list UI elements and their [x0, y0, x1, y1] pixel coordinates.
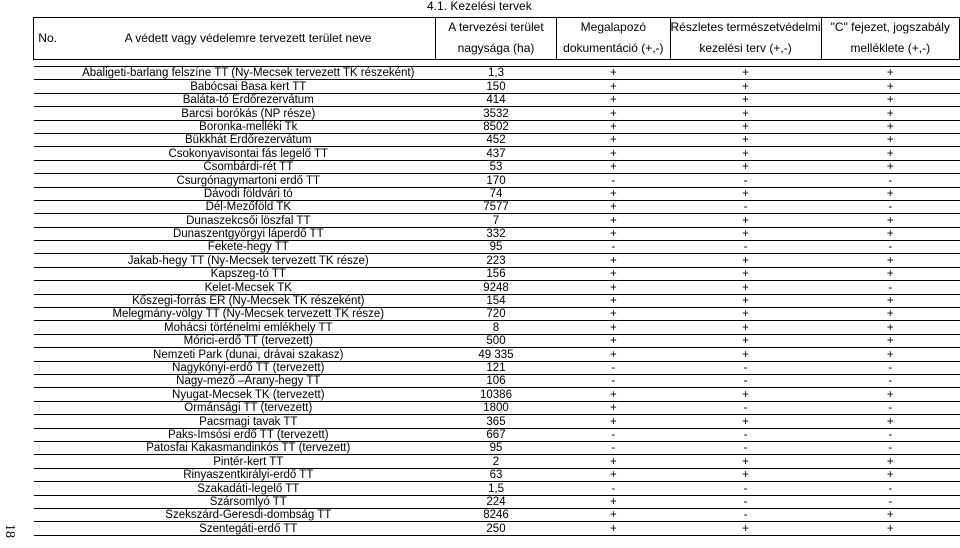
- no-cell: [34, 441, 62, 454]
- detailed-plan-cell: -: [670, 482, 821, 495]
- name-cell: Dunaszekcsői löszfal TT: [61, 214, 435, 227]
- table-row: [34, 93, 960, 106]
- basic-doc-cell: +: [557, 200, 670, 213]
- table-body: [34, 67, 960, 536]
- detailed-plan-cell: +: [670, 455, 821, 468]
- area-cell: 53: [435, 160, 556, 173]
- table-row: [34, 187, 960, 200]
- area-cell: 95: [435, 441, 556, 454]
- detailed-plan-cell: -: [670, 401, 821, 414]
- name-cell: Jakab-hegy TT (Ny-Mecsek tervezett TK része): [61, 254, 435, 267]
- header-basic-line2: dokumentáció (+,-): [557, 37, 670, 60]
- detailed-plan-cell: -: [670, 200, 821, 213]
- page-number-text: 18: [2, 524, 17, 538]
- basic-doc-cell: -: [557, 482, 670, 495]
- area-cell: 365: [435, 415, 556, 428]
- name-cell: Fekete-hegy TT: [61, 241, 435, 254]
- no-cell: [34, 107, 62, 120]
- basic-doc-cell: +: [557, 214, 670, 227]
- area-cell: 250: [435, 522, 556, 535]
- c-chapter-cell: +: [821, 93, 959, 106]
- detailed-plan-cell: +: [670, 107, 821, 120]
- table-row: [34, 415, 960, 428]
- detailed-plan-cell: -: [670, 361, 821, 374]
- detailed-plan-cell: +: [670, 160, 821, 173]
- name-cell: Mohácsi történelmi emlékhely TT: [61, 321, 435, 334]
- basic-doc-cell: +: [557, 294, 670, 307]
- no-cell: [34, 133, 62, 146]
- c-chapter-cell: +: [821, 388, 959, 401]
- c-chapter-cell: +: [821, 267, 959, 280]
- table-row: [34, 120, 960, 133]
- table-row: [34, 455, 960, 468]
- no-cell: [34, 241, 62, 254]
- basic-doc-cell: +: [557, 227, 670, 240]
- no-cell: [34, 495, 62, 508]
- c-chapter-cell: +: [821, 508, 959, 521]
- area-cell: 437: [435, 147, 556, 160]
- basic-doc-cell: +: [557, 160, 670, 173]
- c-chapter-cell: +: [821, 107, 959, 120]
- c-chapter-cell: +: [821, 227, 959, 240]
- header-c-line1: "C" fejezet, jogszabály: [821, 18, 959, 38]
- table-row: [34, 468, 960, 481]
- c-chapter-cell: -: [821, 428, 959, 441]
- c-chapter-cell: +: [821, 334, 959, 347]
- no-cell: [34, 200, 62, 213]
- area-cell: 49 335: [435, 348, 556, 361]
- table-row: [34, 67, 960, 80]
- no-cell: [34, 120, 62, 133]
- no-cell: [34, 468, 62, 481]
- c-chapter-cell: -: [821, 241, 959, 254]
- table-row: [34, 267, 960, 280]
- basic-doc-cell: +: [557, 133, 670, 146]
- basic-doc-cell: +: [557, 107, 670, 120]
- c-chapter-cell: +: [821, 455, 959, 468]
- detailed-plan-cell: -: [670, 495, 821, 508]
- detailed-plan-cell: +: [670, 267, 821, 280]
- detailed-plan-cell: -: [670, 174, 821, 187]
- table-row: [34, 160, 960, 173]
- table-row: [34, 348, 960, 361]
- table-row: [34, 482, 960, 495]
- area-cell: 7577: [435, 200, 556, 213]
- area-cell: 74: [435, 187, 556, 200]
- name-cell: Boronka-melléki Tk: [61, 120, 435, 133]
- area-cell: 452: [435, 133, 556, 146]
- name-cell: Ormánsági TT (tervezett): [61, 401, 435, 414]
- c-chapter-cell: +: [821, 187, 959, 200]
- name-cell: Babócsai Basa kert TT: [61, 80, 435, 93]
- c-chapter-cell: -: [821, 482, 959, 495]
- name-cell: Szekszárd-Geresdi-dombság TT: [61, 508, 435, 521]
- name-cell: Dunaszentgyörgyi láperdő TT: [61, 227, 435, 240]
- c-chapter-cell: +: [821, 160, 959, 173]
- no-cell: [34, 348, 62, 361]
- basic-doc-cell: +: [557, 254, 670, 267]
- area-cell: 8502: [435, 120, 556, 133]
- no-cell: [34, 361, 62, 374]
- area-cell: 7: [435, 214, 556, 227]
- table-row: [34, 294, 960, 307]
- c-chapter-cell: +: [821, 254, 959, 267]
- detailed-plan-cell: +: [670, 133, 821, 146]
- c-chapter-cell: -: [821, 174, 959, 187]
- header-name: A védett vagy védelemre tervezett terület neve: [61, 18, 435, 60]
- table-row: [34, 321, 960, 334]
- no-cell: [34, 428, 62, 441]
- detailed-plan-cell: +: [670, 388, 821, 401]
- name-cell: Barcsi borókás (NP része): [61, 107, 435, 120]
- table-row: [34, 214, 960, 227]
- c-chapter-cell: +: [821, 67, 959, 80]
- area-cell: 667: [435, 428, 556, 441]
- c-chapter-cell: +: [821, 80, 959, 93]
- c-chapter-cell: +: [821, 147, 959, 160]
- table-row: [34, 334, 960, 347]
- basic-doc-cell: +: [557, 281, 670, 294]
- no-cell: [34, 147, 62, 160]
- basic-doc-cell: +: [557, 522, 670, 535]
- no-cell: [34, 294, 62, 307]
- detailed-plan-cell: -: [670, 508, 821, 521]
- table-row: [34, 441, 960, 454]
- table-row: [34, 241, 960, 254]
- name-cell: Pintér-kert TT: [61, 455, 435, 468]
- basic-doc-cell: +: [557, 321, 670, 334]
- area-cell: 2: [435, 455, 556, 468]
- area-cell: 8246: [435, 508, 556, 521]
- page-number: [2, 519, 16, 543]
- name-cell: Nyugat-Mecsek TK (tervezett): [61, 388, 435, 401]
- detailed-plan-cell: -: [670, 374, 821, 387]
- c-chapter-cell: +: [821, 294, 959, 307]
- table-row: [34, 522, 960, 535]
- detailed-plan-cell: -: [670, 241, 821, 254]
- protected-areas-table: [33, 17, 960, 536]
- basic-doc-cell: -: [557, 361, 670, 374]
- name-cell: Szársomlyó TT: [61, 495, 435, 508]
- no-cell: [34, 160, 62, 173]
- name-cell: Nagykónyi-erdő TT (tervezett): [61, 361, 435, 374]
- no-cell: [34, 388, 62, 401]
- name-cell: Kelet-Mecsek TK: [61, 281, 435, 294]
- area-cell: 106: [435, 374, 556, 387]
- detailed-plan-cell: +: [670, 227, 821, 240]
- detailed-plan-cell: -: [670, 441, 821, 454]
- no-cell: [34, 401, 62, 414]
- table-row: [34, 107, 960, 120]
- table-row: [34, 508, 960, 521]
- name-cell: Melegmány-völgy TT (Ny-Mecsek tervezett TK része): [61, 308, 435, 321]
- area-cell: 150: [435, 80, 556, 93]
- table-row: [34, 254, 960, 267]
- no-cell: [34, 214, 62, 227]
- c-chapter-cell: +: [821, 214, 959, 227]
- detailed-plan-cell: +: [670, 415, 821, 428]
- basic-doc-cell: +: [557, 267, 670, 280]
- no-cell: [34, 308, 62, 321]
- c-chapter-cell: -: [821, 200, 959, 213]
- c-chapter-cell: -: [821, 361, 959, 374]
- area-cell: 332: [435, 227, 556, 240]
- name-cell: Patosfai Kakasmandinkós TT (tervezett): [61, 441, 435, 454]
- header-basic-line1: Megalapozó: [557, 18, 670, 38]
- detailed-plan-cell: +: [670, 321, 821, 334]
- area-cell: 1,5: [435, 482, 556, 495]
- basic-doc-cell: -: [557, 241, 670, 254]
- no-cell: [34, 80, 62, 93]
- name-cell: Paks-Imsósi erdő TT (tervezett): [61, 428, 435, 441]
- header-no: No.: [34, 18, 62, 60]
- area-cell: 63: [435, 468, 556, 481]
- table-row: [34, 200, 960, 213]
- table-row: [34, 361, 960, 374]
- basic-doc-cell: -: [557, 374, 670, 387]
- detailed-plan-cell: +: [670, 214, 821, 227]
- c-chapter-cell: +: [821, 348, 959, 361]
- c-chapter-cell: -: [821, 401, 959, 414]
- basic-doc-cell: +: [557, 468, 670, 481]
- name-cell: Csurgónagymartoni erdő TT: [61, 174, 435, 187]
- c-chapter-cell: -: [821, 441, 959, 454]
- header-detailed-line1: Részletes természetvédelmi: [670, 18, 821, 38]
- no-cell: [34, 522, 62, 535]
- table-row: [34, 374, 960, 387]
- c-chapter-cell: +: [821, 308, 959, 321]
- detailed-plan-cell: +: [670, 80, 821, 93]
- name-cell: Csokonyavisontai fás legelő TT: [61, 147, 435, 160]
- name-cell: Nemzeti Park (dunai, drávai szakasz): [61, 348, 435, 361]
- table-row: [34, 227, 960, 240]
- basic-doc-cell: +: [557, 508, 670, 521]
- name-cell: Kőszegi-forrás ER (Ny-Mecsek TK részeként): [61, 294, 435, 307]
- basic-doc-cell: +: [557, 147, 670, 160]
- area-cell: 8: [435, 321, 556, 334]
- area-cell: 720: [435, 308, 556, 321]
- area-cell: 154: [435, 294, 556, 307]
- basic-doc-cell: -: [557, 174, 670, 187]
- basic-doc-cell: +: [557, 120, 670, 133]
- detailed-plan-cell: +: [670, 120, 821, 133]
- no-cell: [34, 482, 62, 495]
- table-row: [34, 133, 960, 146]
- area-cell: 3532: [435, 107, 556, 120]
- name-cell: Dél-Mezőföld TK: [61, 200, 435, 213]
- detailed-plan-cell: +: [670, 294, 821, 307]
- header-c-line2: melléklete (+,-): [821, 37, 959, 60]
- name-cell: Csombárdi-rét TT: [61, 160, 435, 173]
- detailed-plan-cell: +: [670, 93, 821, 106]
- detailed-plan-cell: +: [670, 348, 821, 361]
- header-area-line2: nagysága (ha): [435, 37, 556, 60]
- header-area-line1: A tervezési terület: [435, 18, 556, 38]
- name-cell: Bükkhát Erdőrezervátum: [61, 133, 435, 146]
- header-detailed-line2: kezelési terv (+,-): [670, 37, 821, 60]
- basic-doc-cell: +: [557, 187, 670, 200]
- table-row: [34, 281, 960, 294]
- table-row: [34, 401, 960, 414]
- detailed-plan-cell: +: [670, 147, 821, 160]
- c-chapter-cell: +: [821, 120, 959, 133]
- no-cell: [34, 187, 62, 200]
- area-cell: 170: [435, 174, 556, 187]
- c-chapter-cell: -: [821, 495, 959, 508]
- no-cell: [34, 415, 62, 428]
- no-cell: [34, 67, 62, 80]
- area-cell: 10386: [435, 388, 556, 401]
- name-cell: Nagy-mező –Arany-hegy TT: [61, 374, 435, 387]
- basic-doc-cell: +: [557, 80, 670, 93]
- basic-doc-cell: +: [557, 93, 670, 106]
- area-cell: 1800: [435, 401, 556, 414]
- name-cell: Szakadáti-legelő TT: [61, 482, 435, 495]
- name-cell: Kapszeg-tó TT: [61, 267, 435, 280]
- no-cell: [34, 374, 62, 387]
- basic-doc-cell: +: [557, 308, 670, 321]
- c-chapter-cell: +: [821, 468, 959, 481]
- c-chapter-cell: +: [821, 321, 959, 334]
- table-row: [34, 147, 960, 160]
- no-cell: [34, 174, 62, 187]
- basic-doc-cell: +: [557, 415, 670, 428]
- detailed-plan-cell: +: [670, 334, 821, 347]
- table-row: [34, 388, 960, 401]
- c-chapter-cell: +: [821, 133, 959, 146]
- no-cell: [34, 93, 62, 106]
- area-cell: 95: [435, 241, 556, 254]
- name-cell: Szentegáti-erdő TT: [61, 522, 435, 535]
- area-cell: 121: [435, 361, 556, 374]
- name-cell: Rinyaszentkirályi-erdő TT: [61, 468, 435, 481]
- detailed-plan-cell: +: [670, 254, 821, 267]
- name-cell: Dávodi földvári tó: [61, 187, 435, 200]
- c-chapter-cell: +: [821, 415, 959, 428]
- basic-doc-cell: -: [557, 428, 670, 441]
- area-cell: 223: [435, 254, 556, 267]
- area-cell: 500: [435, 334, 556, 347]
- section-title: 4.1. Kezelési tervek: [427, 0, 532, 13]
- no-cell: [34, 267, 62, 280]
- table-header: [34, 18, 960, 67]
- detailed-plan-cell: +: [670, 522, 821, 535]
- basic-doc-cell: +: [557, 455, 670, 468]
- no-cell: [34, 227, 62, 240]
- basic-doc-cell: +: [557, 67, 670, 80]
- basic-doc-cell: +: [557, 388, 670, 401]
- basic-doc-cell: +: [557, 348, 670, 361]
- table-row: [34, 308, 960, 321]
- table-row: [34, 174, 960, 187]
- area-cell: 414: [435, 93, 556, 106]
- no-cell: [34, 321, 62, 334]
- name-cell: Mórici-erdő TT (tervezett): [61, 334, 435, 347]
- detailed-plan-cell: -: [670, 428, 821, 441]
- c-chapter-cell: -: [821, 281, 959, 294]
- no-cell: [34, 281, 62, 294]
- detailed-plan-cell: +: [670, 308, 821, 321]
- no-cell: [34, 334, 62, 347]
- c-chapter-cell: +: [821, 522, 959, 535]
- area-cell: 156: [435, 267, 556, 280]
- name-cell: Abaligeti-barlang felszíne TT (Ny-Mecsek tervezett TK részeként): [61, 67, 435, 80]
- detailed-plan-cell: +: [670, 281, 821, 294]
- detailed-plan-cell: +: [670, 468, 821, 481]
- area-cell: 1,3: [435, 67, 556, 80]
- basic-doc-cell: -: [557, 441, 670, 454]
- table-row: [34, 495, 960, 508]
- area-cell: 9248: [435, 281, 556, 294]
- table-row: [34, 428, 960, 441]
- no-cell: [34, 254, 62, 267]
- basic-doc-cell: +: [557, 401, 670, 414]
- no-cell: [34, 455, 62, 468]
- basic-doc-cell: +: [557, 334, 670, 347]
- no-cell: [34, 508, 62, 521]
- name-cell: Baláta-tó Erdőrezervátum: [61, 93, 435, 106]
- c-chapter-cell: -: [821, 374, 959, 387]
- detailed-plan-cell: +: [670, 187, 821, 200]
- basic-doc-cell: +: [557, 495, 670, 508]
- detailed-plan-cell: +: [670, 67, 821, 80]
- area-cell: 224: [435, 495, 556, 508]
- name-cell: Pacsmagi tavak TT: [61, 415, 435, 428]
- table-row: [34, 80, 960, 93]
